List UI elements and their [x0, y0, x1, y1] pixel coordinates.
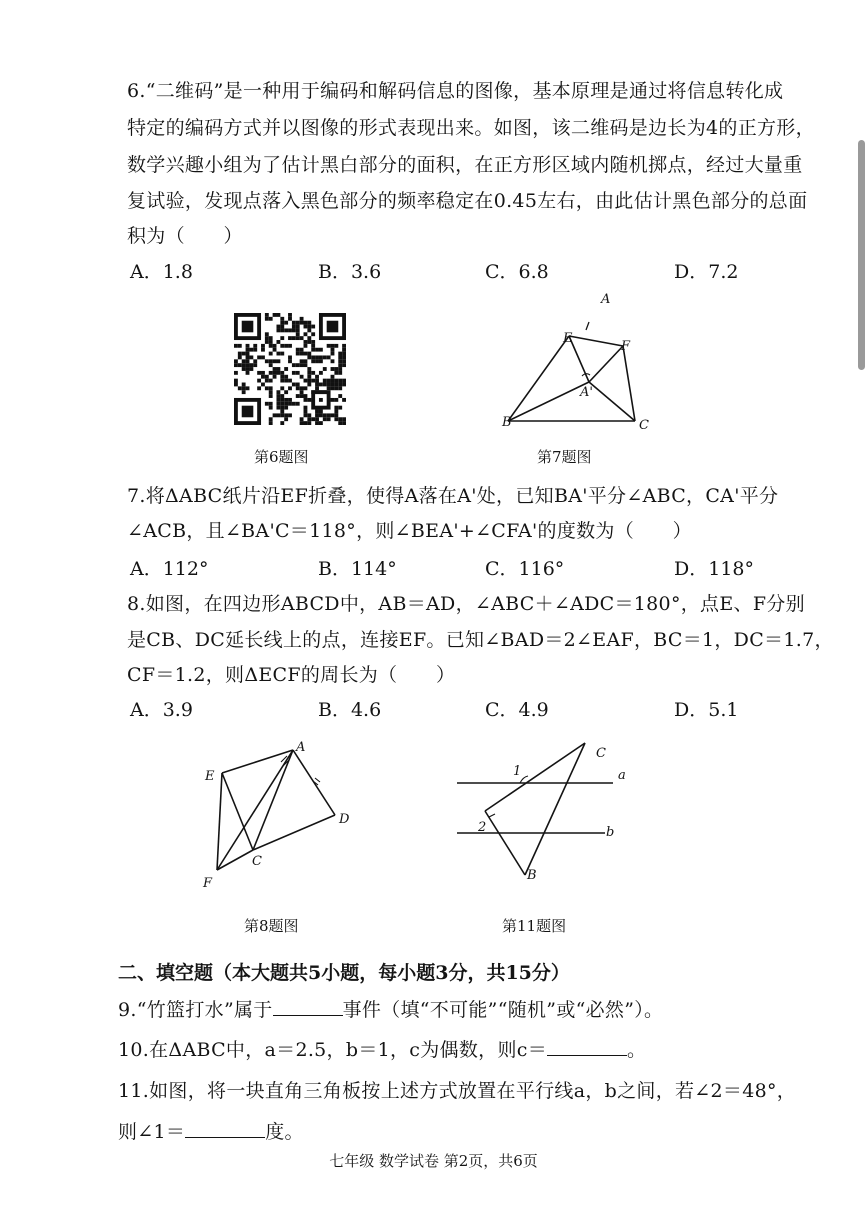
fig11-label-c: C	[596, 746, 606, 761]
q7-option-d: D．118°	[674, 558, 754, 580]
fig7-caption: 第7题图	[537, 448, 592, 466]
fig7-label-f: F	[621, 339, 631, 354]
q8-option-c: C．4.9	[485, 699, 549, 721]
fig8-label-c: C	[252, 854, 262, 869]
q10-text-before: 10.在ΔABC中，a＝2.5，b＝1，c为偶数，则c＝	[118, 1039, 547, 1061]
fig11-label-b: b	[606, 825, 615, 840]
fig7-label-e: E	[563, 331, 573, 346]
q7-option-c: C．116°	[485, 558, 565, 580]
q7-option-b: B．114°	[318, 558, 397, 580]
section-2-title: 二、填空题（本大题共5小题，每小题3分，共15分）	[118, 962, 570, 984]
fig11-label-1: 1	[513, 764, 522, 779]
q6-option-a: A．1.8	[130, 261, 193, 283]
q8-line-1: 8.如图，在四边形ABCD中，AB＝AD，∠ABC＋∠ADC＝180°，点E、F分别	[127, 593, 805, 615]
q8-option-d: D．5.1	[674, 699, 739, 721]
fig8-quadrilateral-diagram	[195, 735, 375, 895]
q9-answer-blank[interactable]	[273, 1014, 343, 1016]
qr-code-image	[234, 313, 346, 425]
fig6-caption: 第6题图	[254, 448, 309, 466]
q8-line-2: 是CB、DC延长线上的点，连接EF。已知∠BAD＝2∠EAF，BC＝1，DC＝1.7，	[127, 629, 834, 651]
fig11-label-2: 2	[478, 820, 487, 835]
fig11-parallel-lines-diagram	[455, 735, 655, 890]
q6-line-3: 数学兴趣小组为了估计黑白部分的面积，在正方形区域内随机掷点，经过大量重	[127, 154, 803, 176]
q8-line-3: CF＝1.2，则ΔECF的周长为（ ）	[127, 664, 456, 686]
q9-text-before: 9.“竹篮打水”属于	[118, 999, 273, 1021]
q7-line-2: ∠ACB，且∠BA'C＝118°，则∠BEA'+∠CFA'的度数为（ ）	[127, 520, 692, 542]
q9-line	[118, 995, 663, 1022]
q6-line-4: 复试验，发现点落入黑色部分的频率稳定在0.45左右，由此估计黑色部分的总面	[127, 190, 808, 212]
q6-line-2: 特定的编码方式并以图像的形式表现出来。如图，该二维码是边长为4的正方形，	[127, 117, 815, 139]
fig7-label-a-prime: A'	[580, 385, 593, 400]
q7-line-1: 7.将ΔABC纸片沿EF折叠，使得A落在A'处，已知BA'平分∠ABC，CA'平分	[127, 485, 779, 507]
q6-option-d: D．7.2	[674, 261, 739, 283]
q6-line-5: 积为（ ）	[127, 225, 243, 247]
fig11-label-a: a	[618, 768, 626, 783]
q8-option-b: B．4.6	[318, 699, 382, 721]
fig8-label-a: A	[296, 740, 306, 755]
fig8-label-d: D	[339, 812, 350, 827]
fig11-label-b-vertex: B	[527, 868, 537, 883]
fig8-label-f: F	[203, 876, 213, 891]
page-footer: 七年级 数学试卷 第2页，共6页	[329, 1152, 538, 1170]
q10-text-after: 。	[627, 1039, 647, 1061]
q7-option-a: A．112°	[130, 558, 209, 580]
q11-text-before: 则∠1＝	[118, 1121, 186, 1143]
q10-line	[118, 1035, 646, 1062]
fig7-label-a: A	[601, 292, 611, 307]
q11-line-1: 11.如图，将一块直角三角板按上述方式放置在平行线a，b之间，若∠2＝48°，	[118, 1080, 797, 1102]
q10-answer-blank[interactable]	[547, 1054, 627, 1056]
q11-answer-blank[interactable]	[185, 1136, 265, 1138]
fig7-label-b: B	[502, 415, 512, 430]
fig7-label-c: C	[639, 418, 649, 433]
q6-option-b: B．3.6	[318, 261, 382, 283]
q11-text-after: 度。	[265, 1121, 304, 1143]
q9-text-after: 事件（填“不可能”“随机”或“必然”）。	[342, 999, 664, 1021]
fig7-triangle-diagram	[490, 290, 660, 440]
scrollbar-thumb[interactable]	[858, 140, 865, 370]
q11-line-2	[118, 1117, 304, 1144]
fig8-caption: 第8题图	[244, 917, 299, 935]
q8-option-a: A．3.9	[130, 699, 193, 721]
fig11-caption: 第11题图	[502, 917, 567, 935]
q6-line-1: 6.“二维码”是一种用于编码和解码信息的图像，基本原理是通过将信息转化成	[127, 80, 784, 102]
q6-option-c: C．6.8	[485, 261, 549, 283]
fig8-label-e: E	[205, 769, 215, 784]
